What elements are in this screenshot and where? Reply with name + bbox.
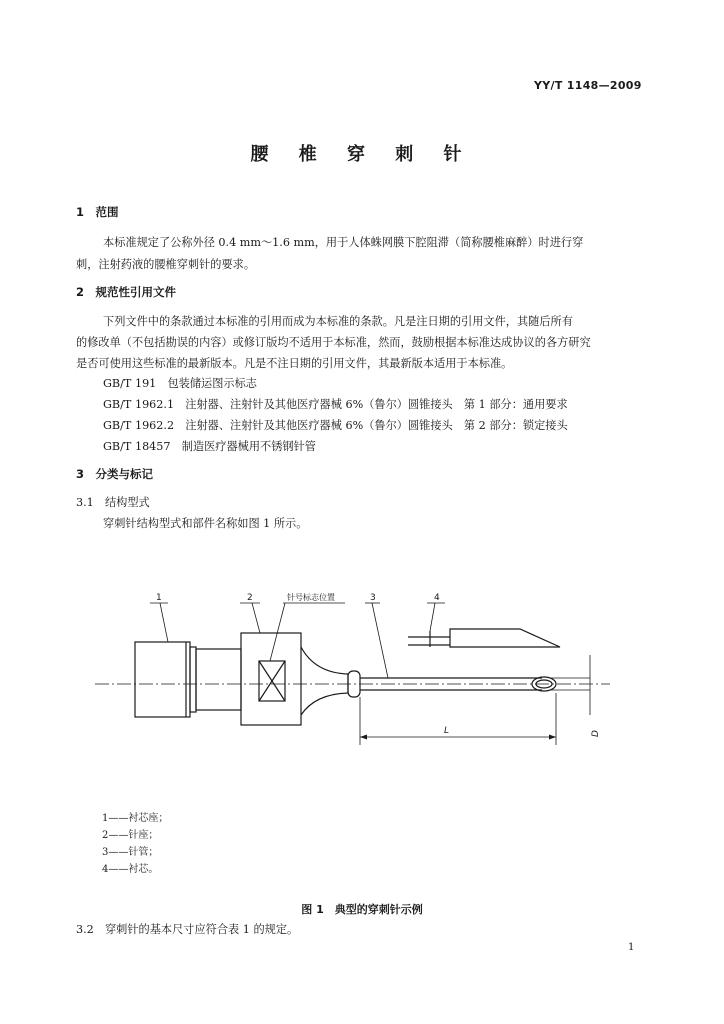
- section-1-line-2: 刺，注射药液的腰椎穿刺针的要求。: [76, 258, 256, 271]
- page-number: 1: [628, 942, 635, 953]
- reference-1: GB/T 191 包装储运图示标志: [103, 377, 257, 390]
- section-3-1-para: 穿刺针结构型式和部件名称如图 1 所示。: [103, 517, 308, 530]
- section-3-heading: 3 分类与标记: [76, 467, 154, 481]
- figure-label-mark: 针号标志位置: [287, 593, 335, 602]
- figure-label-3: 3: [370, 593, 376, 603]
- legend-item-3: 3——针管；: [102, 847, 159, 858]
- legend-item-2: 2——针座；: [102, 830, 159, 841]
- section-2-line-2: 的修改单（不包括勘误的内容）或修订版均不适用于本标准，然而，鼓励根据本标准达成协议的各方研究: [76, 336, 591, 349]
- standard-number: YY/T 1148—2009: [534, 79, 642, 92]
- section-2-line-1: 下列文件中的条款通过本标准的引用而成为本标准的条款。凡是注日期的引用文件，其随后所有: [103, 315, 573, 328]
- section-1-line-1: 本标准规定了公称外径 0.4 mm～1.6 mm，用于人体蛛网膜下腔阻滞（简称腰椎麻醉）时进行穿: [103, 236, 584, 249]
- figure-label-4: 4: [434, 593, 440, 603]
- section-1-heading: 1 范围: [76, 205, 119, 219]
- section-2-line-3: 是否可使用这些标准的最新版本。凡是不注日期的引用文件，其最新版本适用于本标准。: [76, 357, 513, 370]
- figure-label-D: D: [591, 730, 601, 737]
- section-2-heading: 2 规范性引用文件: [76, 285, 177, 299]
- legend-item-1: 1——衬芯座；: [102, 813, 169, 824]
- legend-item-4: 4——衬芯。: [102, 864, 159, 875]
- figure-label-L: L: [444, 726, 450, 736]
- reference-4: GB/T 18457 制造医疗器械用不锈钢针管: [103, 440, 316, 453]
- section-3-1-heading: 3.1 结构型式: [76, 496, 150, 509]
- reference-3: GB/T 1962.2 注射器、注射针及其他医疗器械 6%（鲁尔）圆锥接头 第 2 部分：锁定接头: [103, 419, 568, 432]
- stylet-hub-shape: [135, 642, 190, 717]
- figure-caption: 图 1 典型的穿刺针示例: [301, 903, 423, 916]
- section-3-2: 3.2 穿刺针的基本尺寸应符合表 1 的规定。: [76, 923, 299, 936]
- needle-figure: [90, 585, 620, 780]
- document-title: 腰 椎 穿 刺 针: [250, 144, 474, 165]
- figure-label-2: 2: [247, 593, 253, 603]
- reference-2: GB/T 1962.1 注射器、注射针及其他医疗器械 6%（鲁尔）圆锥接头 第 1 部分：通用要求: [103, 398, 568, 411]
- figure-label-1: 1: [156, 593, 162, 603]
